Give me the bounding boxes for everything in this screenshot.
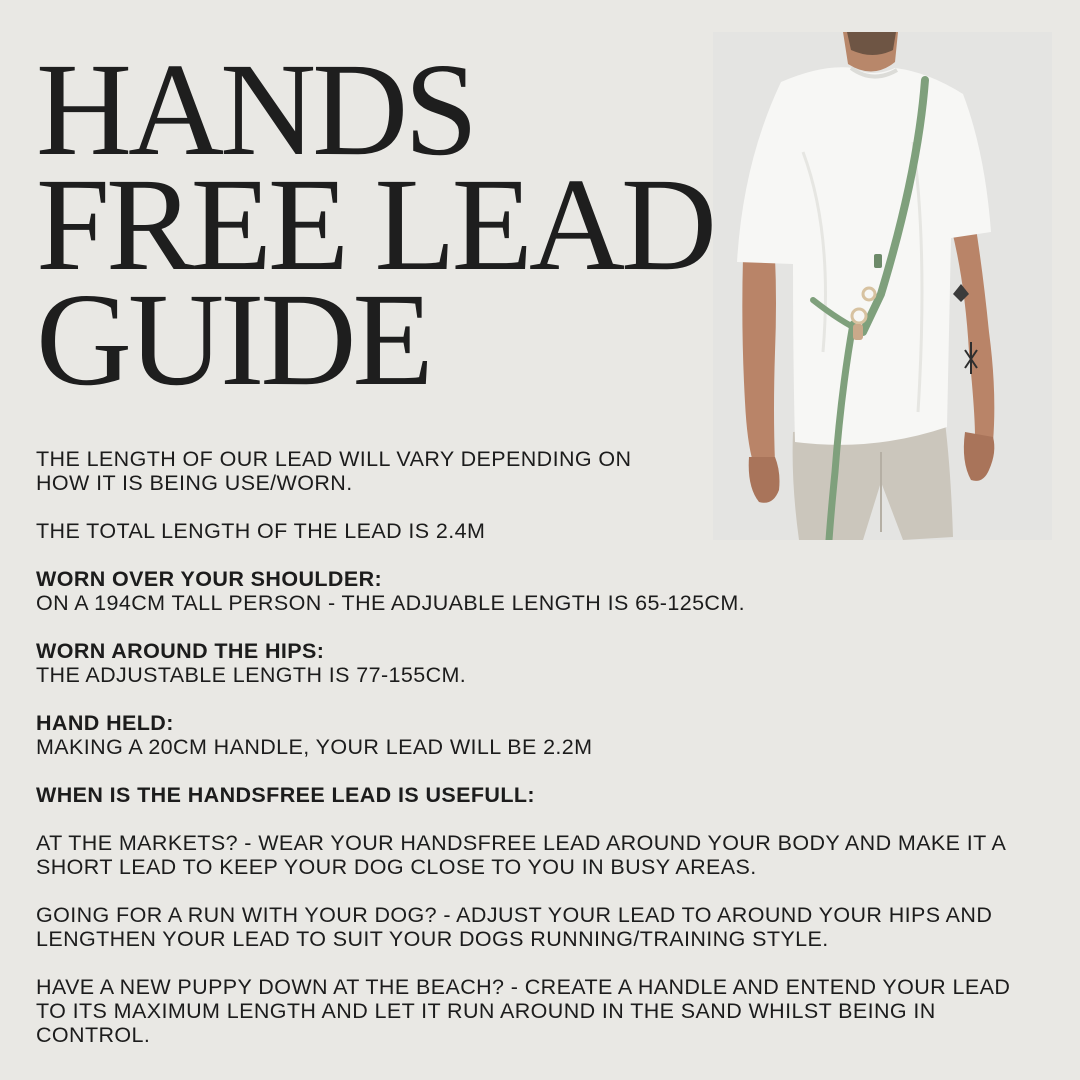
intro-line-2: HOW IT IS BEING USE/WORN. [36,471,353,495]
title-line-2: FREE LEAD [36,150,713,298]
markets-paragraph [36,831,1046,879]
guide-title [36,35,713,413]
hips-text: THE ADJUSTABLE LENGTH IS 77-155CM. [36,663,467,687]
shoulder-heading: WORN OVER YOUR SHOULDER: [36,567,383,591]
title-line-3: GUIDE [36,265,430,413]
title-line-1: HANDS [36,35,475,183]
hips-heading: WORN AROUND THE HIPS: [36,639,325,663]
run-line-2: LENGTHEN YOUR LEAD TO SUIT YOUR DOGS RUNNING/TRAINING STYLE. [36,927,829,951]
markets-line-1: AT THE MARKETS? - WEAR YOUR HANDSFREE LEAD AROUND YOUR BODY AND MAKE IT A [36,831,1007,855]
markets-line-2: SHORT LEAD TO KEEP YOUR DOG CLOSE TO YOU IN BUSY AREAS. [36,855,757,879]
hand-held-section [36,711,1046,759]
beach-line-2: TO ITS MAXIMUM LENGTH AND LET IT RUN AROUND IN THE SAND WHILST BEING IN [36,999,936,1023]
useful-heading: WHEN IS THE HANDSFREE LEAD IS USEFULL: [36,783,535,807]
run-paragraph [36,903,1046,951]
useful-section [36,783,1046,807]
hips-section [36,639,1046,687]
total-length-text: THE TOTAL LENGTH OF THE LEAD IS 2.4M [36,519,486,543]
guide-body [36,447,1046,1047]
hand-held-heading: HAND HELD: [36,711,174,735]
beach-line-3: CONTROL. [36,1023,151,1047]
run-line-1: GOING FOR A RUN WITH YOUR DOG? - ADJUST YOUR LEAD TO AROUND YOUR HIPS AND [36,903,993,927]
shoulder-text: ON A 194CM TALL PERSON - THE ADJUABLE LENGTH IS 65-125CM. [36,591,746,615]
intro-line-1: THE LENGTH OF OUR LEAD WILL VARY DEPENDING ON [36,447,632,471]
hand-held-text: MAKING A 20CM HANDLE, YOUR LEAD WILL BE 2.2M [36,735,593,759]
shoulder-section [36,567,1046,615]
beach-paragraph [36,975,1046,1047]
beach-line-1: HAVE A NEW PUPPY DOWN AT THE BEACH? - CREATE A HANDLE AND ENTEND YOUR LEAD [36,975,1011,999]
